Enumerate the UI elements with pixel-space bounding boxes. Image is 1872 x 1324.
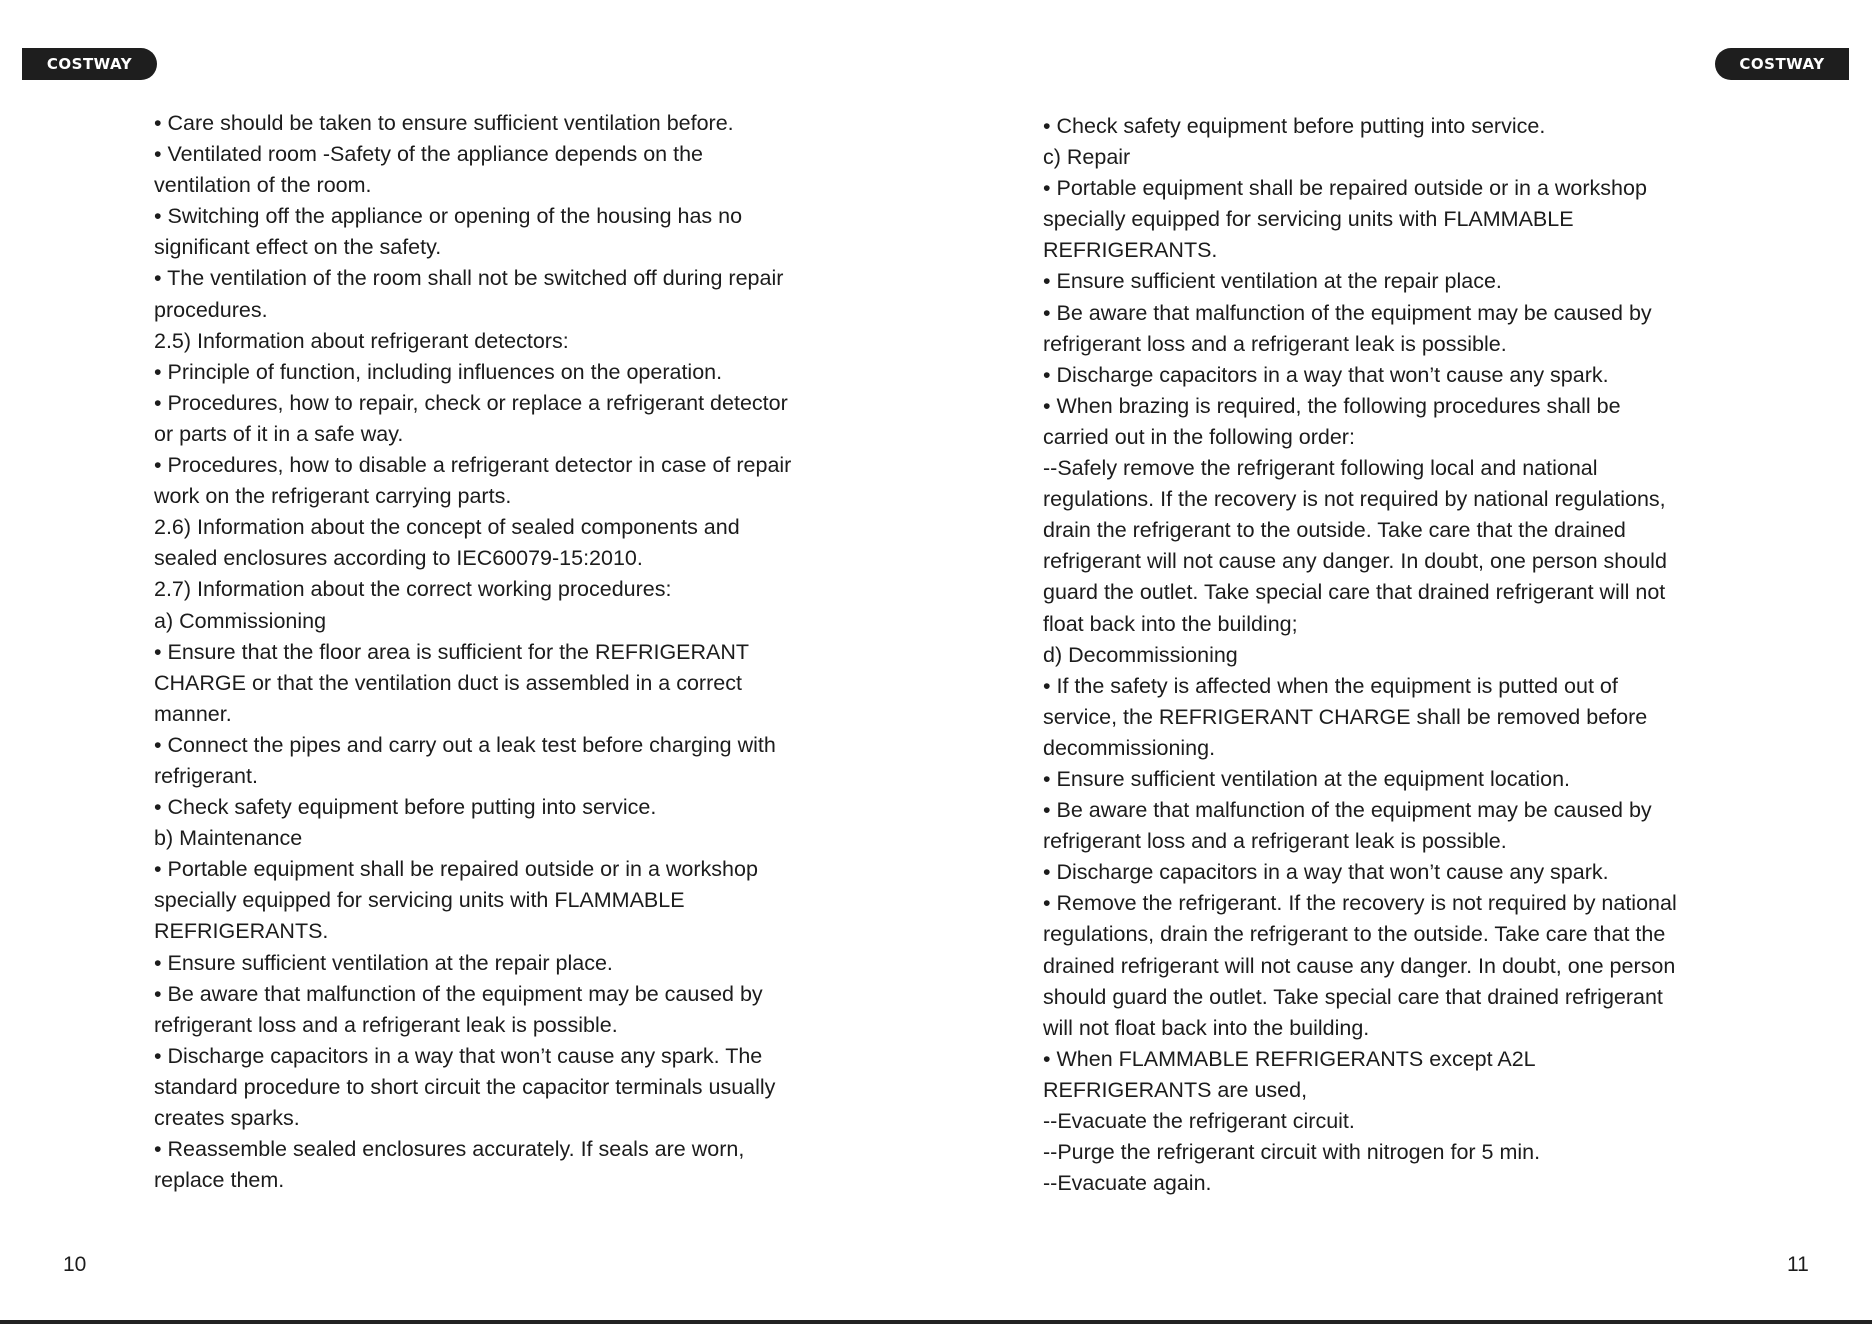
text-line: • If the safety is affected when the equipment is putted out of [1043, 673, 1618, 698]
text-line: refrigerant will not cause any danger. In doubt, one person should [1043, 549, 1667, 574]
text-line: • Procedures, how to repair, check or replace a refrigerant detector [154, 390, 788, 415]
text-line: or parts of it in a safe way. [154, 421, 404, 446]
brand-logo-left: COSTWAY [22, 48, 157, 80]
subsection-heading: c) Repair [1043, 145, 1131, 170]
right-page-text [1043, 111, 1743, 1199]
section-heading: 2.7) Information about the correct working procedures: [154, 577, 672, 602]
text-line: • Be aware that malfunction of the equipment may be caused by [1043, 798, 1652, 823]
text-line: CHARGE or that the ventilation duct is assembled in a correct [154, 670, 742, 695]
brand-logo-right: COSTWAY [1715, 48, 1849, 80]
text-line: • Remove the refrigerant. If the recovery is not required by national [1043, 891, 1677, 916]
text-line: • Switching off the appliance or opening of the housing has no [154, 204, 743, 229]
text-line: • Portable equipment shall be repaired outside or in a workshop [154, 857, 758, 882]
text-line: --Evacuate again. [1043, 1171, 1212, 1196]
text-line: • Discharge capacitors in a way that won’t cause any spark. [1043, 362, 1609, 387]
text-line: --Evacuate the refrigerant circuit. [1043, 1109, 1355, 1133]
text-line: • Discharge capacitors in a way that won’t cause any spark. [1043, 860, 1609, 885]
text-line: ventilation of the room. [154, 173, 372, 198]
text-line: service, the REFRIGERANT CHARGE shall be removed before [1043, 704, 1648, 729]
text-line: specially equipped for servicing units with FLAMMABLE [154, 888, 685, 913]
text-line: • Portable equipment shall be repaired outside or in a workshop [1043, 176, 1647, 201]
text-line: • Reassemble sealed enclosures accurately. If seals are worn, [154, 1137, 745, 1162]
text-line: regulations. If the recovery is not required by national regulations, [1043, 487, 1666, 512]
text-line: • The ventilation of the room shall not be switched off during repair [154, 266, 784, 291]
subsection-heading: b) Maintenance [154, 826, 303, 851]
text-line: guard the outlet. Take special care that drained refrigerant will not [1043, 580, 1666, 605]
text-line: • Connect the pipes and carry out a leak test before charging with [154, 732, 776, 757]
text-line: REFRIGERANTS. [1043, 238, 1218, 263]
text-line: should guard the outlet. Take special care that drained refrigerant [1043, 984, 1663, 1009]
text-line: • Discharge capacitors in a way that won’t cause any spark. The [154, 1043, 763, 1068]
text-line: float back into the building; [1043, 611, 1298, 636]
subsection-heading: d) Decommissioning [1043, 642, 1238, 667]
text-line: • Procedures, how to disable a refrigerant detector in case of repair [154, 453, 792, 478]
text-line: • Principle of function, including influences on the operation. [154, 359, 723, 384]
text-line: replace them. [154, 1168, 285, 1193]
text-line: drained refrigerant will not cause any danger. In doubt, one person [1043, 953, 1676, 978]
text-line: REFRIGERANTS. [154, 919, 329, 944]
text-line: • Ensure sufficient ventilation at the repair place. [154, 950, 613, 975]
text-line: • When FLAMMABLE REFRIGERANTS except A2L [1043, 1046, 1536, 1071]
text-line: • When brazing is required, the following procedures shall be [1043, 393, 1621, 418]
text-line: carried out in the following order: [1043, 424, 1355, 449]
text-line: • Care should be taken to ensure sufficient ventilation before. [154, 111, 734, 135]
text-line: • Ventilated room -Safety of the appliance depends on the [154, 142, 703, 167]
text-line: refrigerant loss and a refrigerant leak is possible. [1043, 331, 1507, 356]
text-line: specially equipped for servicing units with FLAMMABLE [1043, 207, 1574, 232]
text-line: sealed enclosures according to IEC60079-15:2010. [154, 546, 643, 571]
subsection-heading: a) Commissioning [154, 608, 327, 633]
page-number-left: 10 [63, 1253, 87, 1276]
text-line: • Ensure that the floor area is sufficient for the REFRIGERANT [154, 639, 750, 664]
text-line: manner. [154, 701, 232, 726]
text-line: standard procedure to short circuit the capacitor terminals usually [154, 1074, 776, 1099]
text-line: will not float back into the building. [1043, 1015, 1370, 1040]
text-line: drain the refrigerant to the outside. Take care that the drained [1043, 518, 1626, 543]
text-line: • Be aware that malfunction of the equipment may be caused by [154, 981, 763, 1006]
text-line: • Check safety equipment before putting into service. [154, 795, 657, 820]
text-line: • Be aware that malfunction of the equipment may be caused by [1043, 300, 1652, 325]
text-line: regulations, drain the refrigerant to the outside. Take care that the [1043, 922, 1666, 947]
text-line: • Ensure sufficient ventilation at the repair place. [1043, 269, 1502, 294]
section-heading: 2.5) Information about refrigerant detectors: [154, 328, 569, 353]
text-line: work on the refrigerant carrying parts. [154, 484, 512, 509]
bottom-divider [0, 1320, 1872, 1324]
text-line: REFRIGERANTS are used, [1043, 1077, 1308, 1102]
text-line: --Safely remove the refrigerant following local and national [1043, 456, 1598, 481]
left-page-text [154, 108, 834, 1196]
text-line: refrigerant loss and a refrigerant leak is possible. [1043, 829, 1507, 854]
text-line: refrigerant loss and a refrigerant leak is possible. [154, 1012, 618, 1037]
text-line: • Check safety equipment before putting into service. [1043, 114, 1546, 138]
page-number-right: 11 [1787, 1253, 1809, 1276]
text-line: procedures. [154, 297, 268, 322]
text-line: • Ensure sufficient ventilation at the equipment location. [1043, 766, 1571, 791]
text-line: significant effect on the safety. [154, 235, 442, 260]
text-line: creates sparks. [154, 1106, 300, 1130]
text-line: refrigerant. [154, 763, 258, 788]
text-line: decommissioning. [1043, 735, 1216, 760]
section-heading: 2.6) Information about the concept of sealed components and [154, 515, 740, 540]
text-line: --Purge the refrigerant circuit with nitrogen for 5 min. [1043, 1140, 1541, 1165]
